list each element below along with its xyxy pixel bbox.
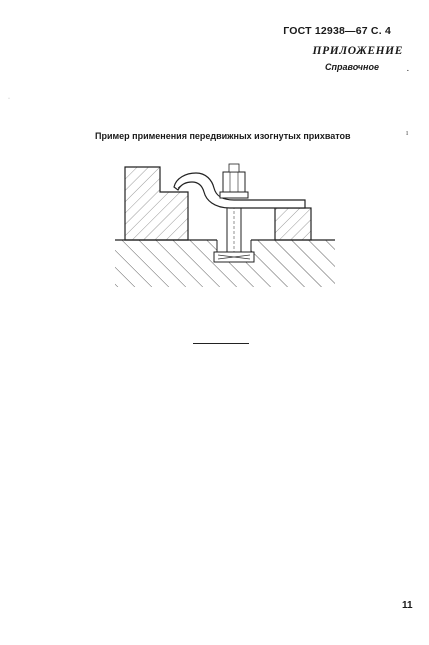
stray-mark: .	[406, 63, 409, 73]
appendix-subtitle: Справочное	[325, 62, 379, 72]
nut	[220, 164, 248, 198]
figure-caption: Пример применения передвижных изогнутых прихватов	[95, 131, 351, 141]
stray-mark: ı	[406, 128, 409, 137]
workpiece	[125, 167, 188, 240]
t-bolt	[227, 206, 241, 252]
support-block	[275, 208, 311, 240]
standard-header: ГОСТ 12938—67 С. 4	[283, 25, 391, 37]
clamp-drawing	[110, 160, 340, 290]
end-of-document-rule	[193, 343, 249, 344]
margin-speck: ·	[8, 96, 10, 102]
page-number: 11	[402, 600, 413, 611]
appendix-title: ПРИЛОЖЕНИЕ	[312, 45, 403, 57]
